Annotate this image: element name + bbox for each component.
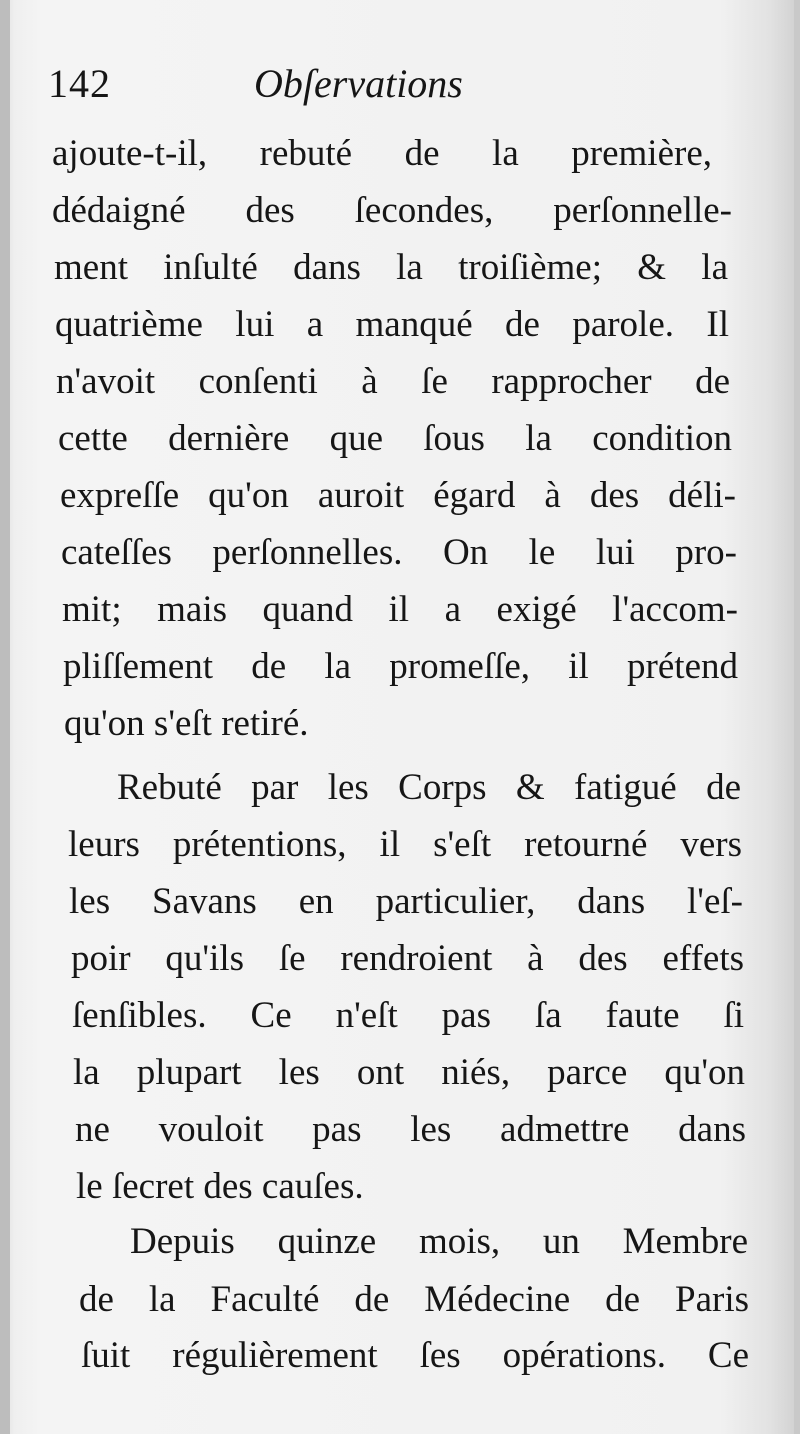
text-line: dédaigné des ſecondes, perſonnelle-: [52, 190, 732, 231]
text-line: mit; mais quand il a exigé l'accom-: [62, 589, 738, 630]
text-line: pliſſement de la promeſſe, il prétend: [63, 646, 738, 687]
text-line: ſenſibles. Ce n'eſt pas ſa faute ſi: [72, 995, 744, 1036]
text-line: ajoute-t-il, rebuté de la première,: [52, 133, 712, 174]
text-line: ment inſulté dans la troiſième; & la: [54, 247, 728, 288]
text-line: poir qu'ils ſe rendroient à des effets: [71, 938, 744, 979]
text-line: quatrième lui a manqué de parole. Il: [55, 304, 729, 345]
text-line: le ſecret des cauſes.: [76, 1166, 364, 1207]
text-line: Rebuté par les Corps & fatigué de: [117, 767, 741, 808]
text-line: expreſſe qu'on auroit égard à des déli-: [60, 475, 736, 516]
text-line: ne vouloit pas les admettre dans: [75, 1109, 746, 1150]
text-line: cette dernière que ſous la condition: [58, 418, 732, 459]
text-line: qu'on s'eſt retiré.: [64, 703, 309, 744]
text-line: les Savans en particulier, dans l'eſ-: [69, 881, 743, 922]
text-line: n'avoit conſenti à ſe rapprocher de: [56, 361, 730, 402]
text-line: leurs prétentions, il s'eſt retourné vers: [68, 824, 742, 865]
text-line: cateſſes perſonnelles. On le lui pro-: [61, 532, 737, 573]
page-number: 142: [48, 61, 111, 106]
running-head: Obſervations: [254, 61, 463, 106]
text-line: de la Faculté de Médecine de Paris: [79, 1279, 749, 1320]
text-line: ſuit régulièrement ſes opérations. Ce: [81, 1335, 749, 1376]
text-line: Depuis quinze mois, un Membre: [130, 1221, 748, 1262]
text-line: la plupart les ont niés, parce qu'on: [73, 1052, 745, 1093]
